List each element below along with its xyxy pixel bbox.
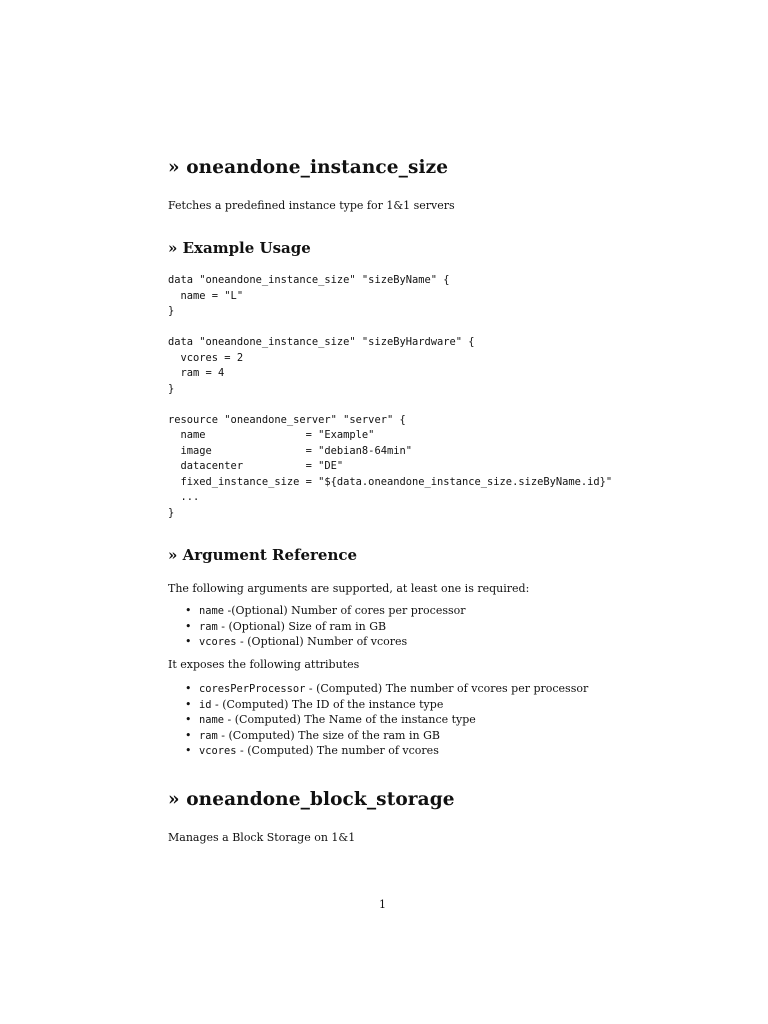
section-heading-instance-size: » oneandone_instance_size	[168, 157, 449, 178]
list-item	[168, 728, 588, 744]
argument-name: vcores	[199, 636, 237, 648]
code-line: ram = 4	[168, 367, 225, 379]
code-line	[168, 397, 612, 413]
argument-name: name	[199, 605, 225, 617]
argument-desc: - (Optional) Number of vcores	[236, 635, 408, 648]
code-line	[168, 320, 612, 336]
argument-reference-heading: » Argument Reference	[168, 546, 358, 564]
attribute-name: vcores	[199, 745, 237, 757]
code-line: }	[168, 305, 175, 317]
list-item	[168, 712, 588, 728]
bullet-icon: •	[185, 744, 192, 757]
attribute-name: coresPerProcessor	[199, 683, 306, 695]
argument-desc: - (Optional) Size of ram in GB	[217, 619, 387, 633]
code-line: image = "debian8-64min"	[168, 444, 412, 457]
code-line: }	[168, 382, 175, 395]
bullet-icon: •	[185, 635, 192, 648]
argument-name: ram	[199, 620, 218, 633]
code-line: vcores = 2	[168, 351, 244, 364]
instance-size-description: Fetches a predefined instance type for 1&1 servers	[168, 199, 455, 212]
bullet-icon: •	[185, 604, 192, 617]
example-usage-heading: » Example Usage	[168, 239, 311, 257]
attributes-list	[168, 681, 588, 759]
attribute-desc: - (Computed) The number of vcores	[236, 744, 439, 757]
list-item	[168, 743, 588, 759]
code-line: ...	[168, 491, 200, 503]
arguments-list	[168, 603, 466, 650]
list-item	[168, 619, 466, 635]
attribute-name: name	[199, 714, 225, 726]
list-item	[168, 697, 588, 713]
argument-desc: -(Optional) Number of cores per processor	[224, 604, 466, 617]
bullet-icon: •	[185, 728, 192, 742]
attribute-desc: - (Computed) The ID of the instance type	[211, 697, 444, 711]
bullet-icon: •	[185, 619, 192, 633]
attribute-name: id	[199, 698, 212, 711]
attributes-intro: It exposes the following attributes	[168, 658, 360, 671]
list-item	[168, 603, 466, 619]
attribute-desc: - (Computed) The size of the ram in GB	[217, 728, 440, 742]
bullet-icon: •	[185, 682, 192, 695]
code-line: name = "Example"	[168, 429, 375, 441]
argument-reference-intro: The following arguments are supported, at least one is required:	[168, 582, 530, 595]
section-heading-block-storage: » oneandone_block_storage	[168, 789, 455, 810]
code-line: resource "oneandone_server" "server" {	[168, 413, 406, 426]
code-line: }	[168, 506, 175, 519]
attribute-name: ram	[199, 729, 218, 742]
code-line: datacenter = "DE"	[168, 460, 344, 472]
bullet-icon: •	[185, 713, 192, 726]
attribute-desc: - (Computed) The number of vcores per processor	[305, 682, 589, 695]
code-line: data "oneandone_instance_size" "sizeByName" {	[168, 274, 450, 286]
code-line: data "oneandone_instance_size" "sizeByHardware" {	[168, 336, 475, 348]
list-item	[168, 634, 466, 650]
page-number: 1	[379, 898, 386, 911]
attribute-desc: - (Computed) The Name of the instance type	[224, 713, 476, 726]
list-item	[168, 681, 588, 697]
bullet-icon: •	[185, 697, 192, 711]
block-storage-description: Manages a Block Storage on 1&1	[168, 831, 356, 844]
code-line: name = "L"	[168, 289, 244, 302]
example-usage-code-block	[168, 273, 612, 521]
code-line: fixed_instance_size = "${data.oneandone_instance_size.sizeByName.id}"	[168, 475, 613, 488]
